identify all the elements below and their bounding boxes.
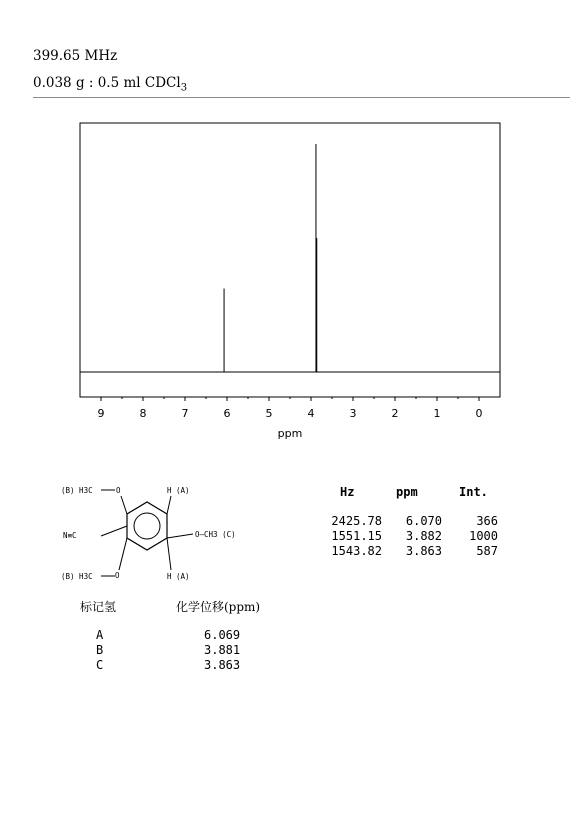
- bond-top-o: [121, 496, 127, 514]
- shift-row-3-label: C: [96, 658, 104, 672]
- label-top-right: H (A): [167, 486, 190, 495]
- peak-row-2-int: 1000: [469, 529, 498, 543]
- concentration-text: 0.038 g : 0.5 ml CDCl: [33, 75, 181, 91]
- x-tick-label: 9: [97, 407, 105, 420]
- x-tick-label: 4: [307, 407, 315, 420]
- spectrometer-frequency: 399.65 MHz: [33, 48, 118, 64]
- bond-para-o: [167, 534, 193, 538]
- label-bottom-left: (B) H3C: [61, 572, 93, 581]
- peak-row-2-hz: 1551.15: [331, 529, 382, 543]
- shift-row-3-value: 3.863: [204, 658, 241, 672]
- label-top-left: (B) H3C: [61, 486, 93, 495]
- bond-bottom-h: [167, 538, 171, 570]
- shift-row-1-value: 6.069: [204, 628, 241, 642]
- bond-nitrile: [101, 526, 127, 536]
- shift-row-1-label: A: [96, 628, 104, 642]
- aromatic-circle: [134, 513, 160, 539]
- plot-frame: [80, 123, 500, 397]
- peak-table-header-hz: Hz: [340, 485, 355, 499]
- x-tick-label: 1: [433, 407, 441, 420]
- peak-row-2-ppm: 3.882: [405, 529, 442, 543]
- peak-table-header-ppm: ppm: [396, 485, 418, 499]
- peak-row-3-hz: 1543.82: [331, 544, 382, 558]
- peak-lines: [224, 144, 317, 372]
- concentration-subscript: 3: [180, 82, 188, 94]
- x-tick-label: 3: [349, 407, 357, 420]
- label-bottom-right: H (A): [167, 572, 190, 581]
- x-tick-label: 7: [181, 407, 189, 420]
- x-axis-ticks: [98, 397, 483, 420]
- peak-row-1-ppm: 6.070: [405, 514, 442, 528]
- molecule-structure: [55, 478, 355, 608]
- bond-top-h: [167, 496, 171, 514]
- bond-bottom-o: [119, 538, 127, 570]
- peak-table-header-int: Int.: [459, 485, 488, 499]
- x-tick-label: 8: [139, 407, 147, 420]
- peak-row-1-hz: 2425.78: [331, 514, 382, 528]
- label-nitrile: N≡C: [63, 531, 77, 540]
- x-tick-label: 6: [223, 407, 231, 420]
- peak-row-3-ppm: 3.863: [405, 544, 442, 558]
- benzene-ring: [127, 502, 167, 550]
- label-bottom-o: O: [115, 571, 120, 580]
- shift-table-header-shift: 化学位移(ppm): [176, 600, 261, 614]
- x-tick-label: 2: [391, 407, 399, 420]
- shift-table-header-label: 标记氢: [80, 600, 117, 614]
- x-tick-label: 0: [475, 407, 483, 420]
- shift-row-2-label: B: [96, 643, 104, 657]
- label-para: O—CH3 (C): [195, 530, 236, 539]
- label-top-o: O: [116, 486, 121, 495]
- peak-row-3-int: 587: [476, 544, 498, 558]
- x-axis-label: ppm: [277, 427, 303, 440]
- shift-row-2-value: 3.881: [204, 643, 241, 657]
- x-tick-label: 5: [265, 407, 273, 420]
- peak-row-1-int: 366: [476, 514, 498, 528]
